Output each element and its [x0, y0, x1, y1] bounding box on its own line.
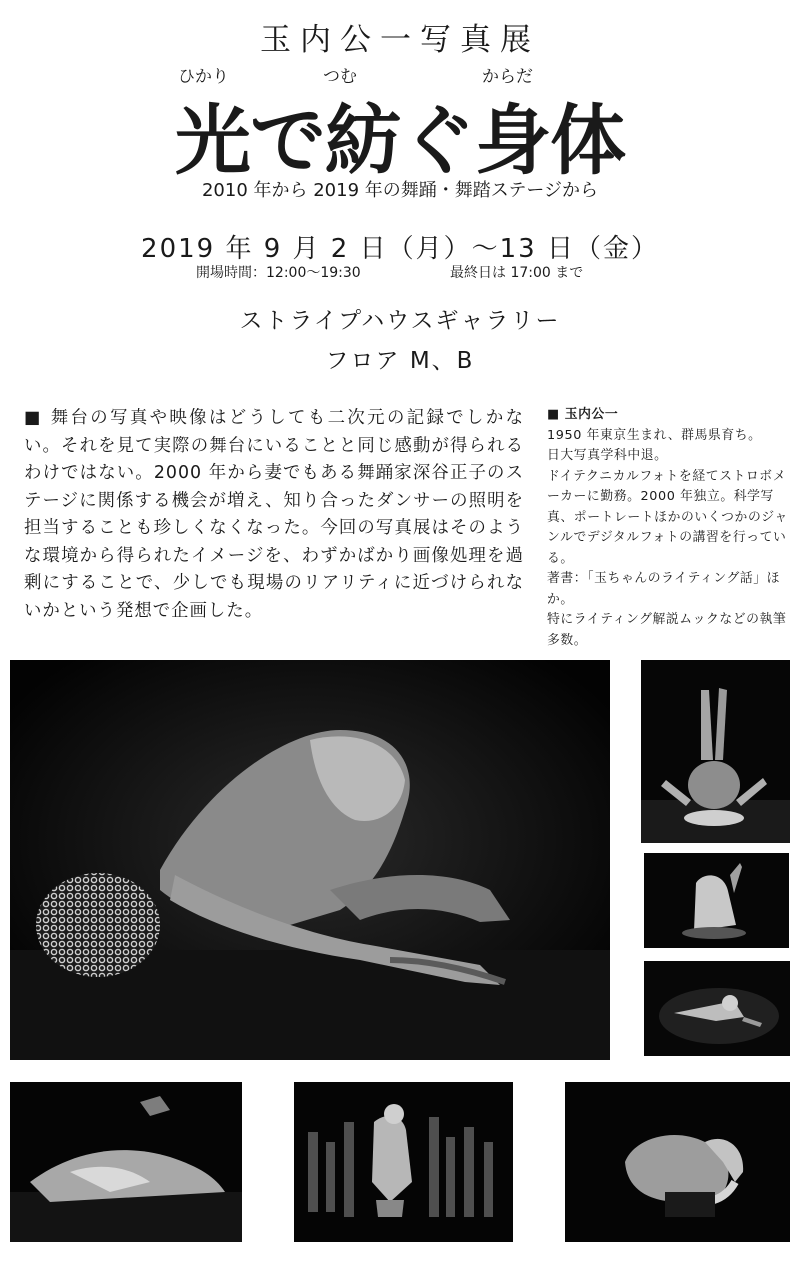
photo-twisting-dancer	[565, 1082, 790, 1242]
exhibitor-title: 玉内公一写真展	[260, 22, 540, 58]
bio-line: 1950 年東京生まれ、群馬県育ち。	[547, 427, 762, 443]
photo-seated-dancer	[644, 853, 789, 948]
last-day-note: 最終日は 17:00 まで	[450, 265, 584, 281]
photo-inverted-dancer	[641, 660, 790, 843]
bio-line: 日大写真学科中退。	[547, 448, 668, 463]
ruby-tsumu: つむ	[323, 67, 357, 87]
venue-name: ストライプハウスギャラリー	[239, 308, 561, 334]
intro-text: ■ 舞台の写真や映像はどうしても二次元の記録でしかない。それを見て実際の舞台にいることと同じ感動が得られるわけではない。2000 年から妻でもある舞踊家深谷正子のステージに関係する機会が増え、知り合ったダンサーの照明を担当することも珍しくなくなった。今回の写真展はそのような環境から得られたイメージを、わずかばかり画像処理を過剰にすることで、少しでも現場のリアリティに近づけられないかという発想で企画した。	[24, 408, 524, 621]
exhibition-dates: 2019 年 9 月 2 日（月）〜13 日（金）	[141, 234, 659, 264]
opening-hours: 開場時間：12:00〜19:30	[196, 265, 361, 281]
ruby-karada: からだ	[482, 67, 533, 87]
photo-fabric-dancer	[10, 1082, 242, 1242]
ruby-hikari: ひかり	[178, 67, 229, 87]
photo-main-dancer	[10, 660, 610, 1060]
bio-name: ■ 玉内公一	[547, 407, 619, 422]
subtitle: 2010 年から 2019 年の舞踊・舞踏ステージから	[201, 180, 599, 201]
artist-bio	[547, 405, 797, 651]
bio-line: 著書：「玉ちゃんのライティング話」ほか。	[547, 571, 781, 607]
bio-line: ドイテクニカルフォトを経てストロボメーカーに勤務。2000 年独立。科学写真、ポートレートほかのいくつかのジャンルでデジタルフォトの講習を行っている。	[547, 468, 788, 566]
venue-floor: フロア M、B	[325, 348, 475, 374]
main-title: 光で紡ぐ身体	[175, 96, 625, 185]
photo-pillars-dancer	[294, 1082, 513, 1242]
bio-line: 特にライティング解説ムックなどの執筆多数。	[547, 612, 787, 648]
photo-floor-dancer	[644, 961, 790, 1056]
